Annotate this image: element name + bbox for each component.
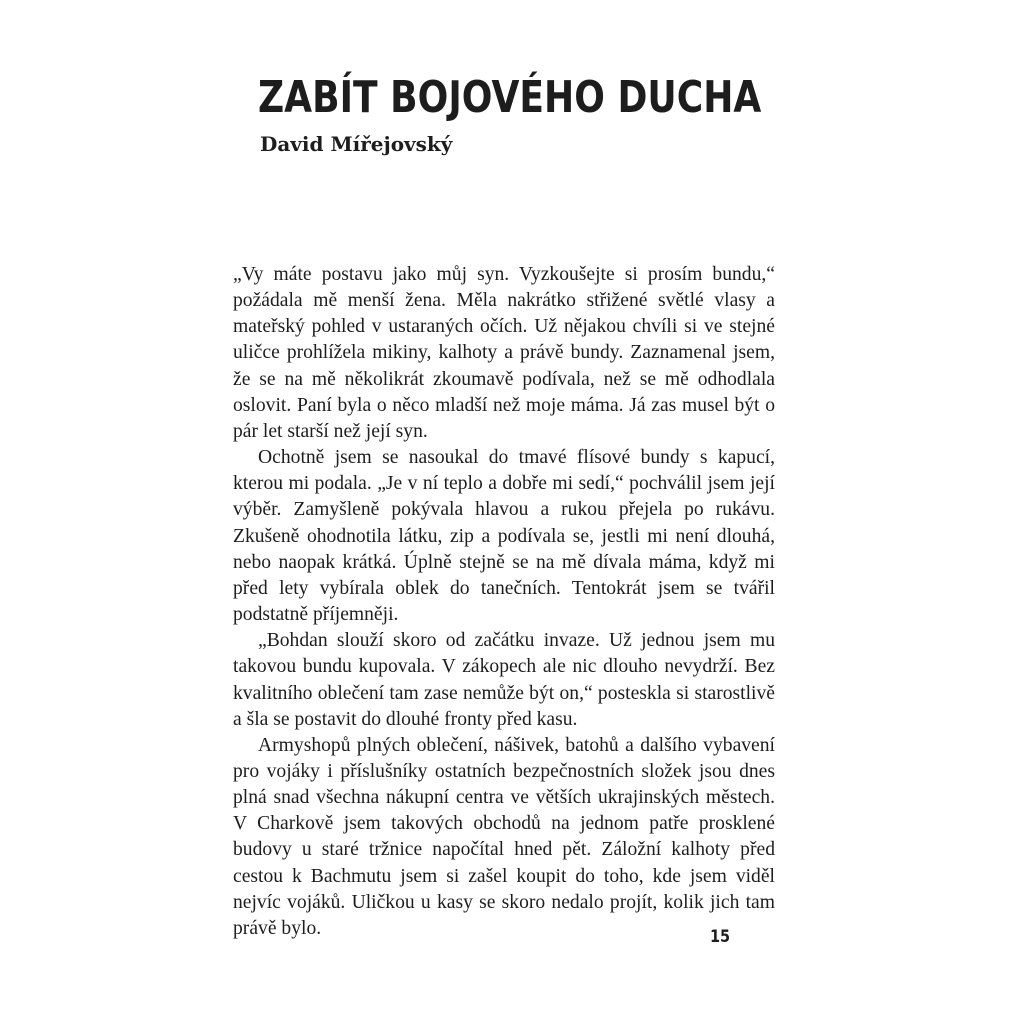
page-number: 15: [710, 927, 731, 947]
paragraph: Armyshopů plných oblečení, nášivek, batohů a dalšího vybavení pro vojáky i příslušníky ostatních bezpečnostních složek jsou dnes plná snad všechna nákupní centra ve větších ukrajinských městech. V Charkově jsem takových obchodů na jednom patře prosklené budovy u staré tržnice napočítal hned pět. Záložní kalhoty před cestou k Bachmutu jsem si zašel koupit do toho, kde jsem viděl nejvíc vojáků. Uličkou u kasy se skoro nedalo projít, kolik jich tam právě bylo.: [233, 734, 775, 939]
chapter-title: ZABÍT BOJOVÉHO DUCHA: [258, 72, 762, 123]
paragraph: „Vy máte postavu jako můj syn. Vyzkoušejte si prosím bundu,“ požádala mě menší žena. Měla nakrátko střižené světlé vlasy a mateřský pohled v ustaraných očích. Už nějakou chvíli si ve stejné uličce prohlížela mikiny, kalhoty a právě bundy. Zaznamenal jsem, že se na mě několikrát zkoumavě podívala, než se mě odhodlala oslovit. Paní byla o něco mladší než moje máma. Já zas musel být o pár let starší než její syn.: [233, 264, 775, 442]
text-body: [233, 262, 775, 942]
paragraph: Ochotně jsem se nasoukal do tmavé flísové bundy s kapucí, kterou mi podala. „Je v ní teplo a dobře mi sedí,“ pochválil jsem její výběr. Zamyšleně pokývala hlavou a rukou přejela po rukávu. Zkušeně ohodnotila látku, zip a podívala se, jestli mi není dlouhá, nebo naopak krátká. Úplně stejně se na mě dívala máma, když mi před lety vybírala oblek do tanečních. Tentokrát jsem se tvářil podstatně příjemněji.: [233, 447, 775, 626]
chapter-author: David Mířejovský: [260, 132, 453, 156]
paragraph: „Bohdan slouží skoro od začátku invaze. Už jednou jsem mu takovou bundu kupovala. V zákopech ale nic dlouho nevydrží. Bez kvalitního oblečení tam zase nemůže být on,“ posteskla si starostlivě a šla se postavit do dlouhé fronty před kasu.: [233, 630, 775, 730]
